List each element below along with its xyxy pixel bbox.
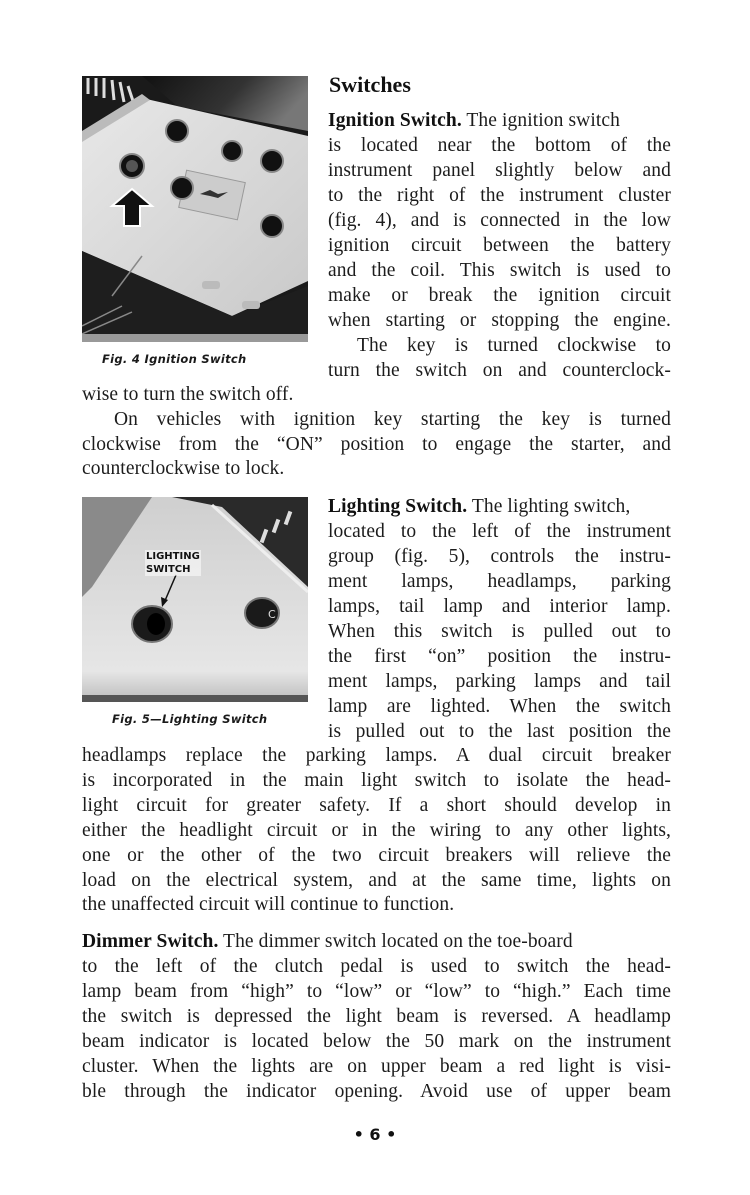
paragraph-line: ble through the indicator opening. Avoid use of upper beam [82, 1081, 671, 1102]
paragraph-line: cluster. When the lights are on upper beam a red light is visi- [82, 1056, 671, 1077]
paragraph-line: clockwise from the “ON” position to engage the starter, and [82, 434, 671, 455]
paragraph-line: turn the switch on and counterclock- [328, 360, 671, 381]
paragraph-line: lamps, tail lamp and interior lamp. [328, 596, 671, 617]
paragraph-line: group (fig. 5), controls the instru- [328, 546, 671, 567]
paragraph-line: counterclockwise to lock. [82, 458, 285, 479]
paragraph-line: to the left of the clutch pedal is used to switch the head- [82, 956, 671, 977]
paragraph-line: ignition circuit between the battery [328, 235, 671, 256]
paragraph-line: the unaffected circuit will continue to function. [82, 894, 455, 915]
paragraph-line: ment lamps, parking lamps and tail [328, 671, 671, 692]
paragraph-line: Ignition Switch. The ignition switch [328, 110, 620, 131]
paragraph-line: is pulled out to the last position the [328, 721, 671, 742]
figure-label-lighting-switch: LIGHTING SWITCH [146, 551, 200, 575]
paragraph-line: light circuit for greater safety. If a short should develop in [82, 795, 671, 816]
paragraph-line: wise to turn the switch off. [82, 384, 294, 405]
paragraph-line: the switch is depressed the light beam is reversed. A headlamp [82, 1006, 671, 1027]
paragraph-line: when starting or stopping the engine. [328, 310, 671, 331]
paragraph-line: to the right of the instrument cluster [328, 185, 671, 206]
paragraph-line: On vehicles with ignition key starting the key is turned [114, 409, 671, 430]
paragraph-line: lamp beam from “high” to “low” or “low” to “high.” Each time [82, 981, 671, 1002]
section-title: Switches [329, 72, 411, 97]
subheading-lighting-switch: Lighting Switch. [328, 496, 468, 517]
figure-ignition-switch [82, 76, 308, 342]
paragraph-line: is located near the bottom of the [328, 135, 671, 156]
page-number: • 6 • [353, 1125, 397, 1144]
subheading-ignition-switch: Ignition Switch. [328, 110, 462, 131]
paragraph-line: is incorporated in the main light switch to isolate the head- [82, 770, 671, 791]
subheading-dimmer-switch: Dimmer Switch. [82, 931, 219, 952]
paragraph-line: headlamps replace the parking lamps. A dual circuit breaker [82, 745, 671, 766]
figure-lighting-switch [82, 497, 308, 702]
paragraph-line: make or break the ignition circuit [328, 285, 671, 306]
paragraph-line: either the headlight circuit or in the wiring to any other lights, [82, 820, 671, 841]
paragraph-line: beam indicator is located below the 50 mark on the instrument [82, 1031, 671, 1052]
paragraph-line: load on the electrical system, and at the same time, lights on [82, 870, 671, 891]
figure-caption: Fig. 4 Ignition Switch [102, 352, 247, 366]
paragraph-line: (fig. 4), and is connected in the low [328, 210, 671, 231]
paragraph-line: Dimmer Switch. The dimmer switch located on the toe-board [82, 931, 573, 952]
svg-text:C: C [268, 608, 276, 621]
paragraph-line: ment lamps, headlamps, parking [328, 571, 671, 592]
paragraph-line: located to the left of the instrument [328, 521, 671, 542]
paragraph-line: the first “on” position the instru- [328, 646, 671, 667]
paragraph-line: Lighting Switch. The lighting switch, [328, 496, 631, 517]
paragraph-line: The key is turned clockwise to [357, 335, 671, 356]
figure-caption: Fig. 5—Lighting Switch [112, 712, 268, 726]
dashboard-photo-illustration [82, 76, 308, 342]
lighting-switch-photo-illustration [82, 497, 308, 702]
paragraph-line: one or the other of the two circuit breakers will relieve the [82, 845, 671, 866]
paragraph-line: and the coil. This switch is used to [328, 260, 671, 281]
paragraph-line: lamp are lighted. When the switch [328, 696, 671, 717]
paragraph-line: When this switch is pulled out to [328, 621, 671, 642]
paragraph-line: instrument panel slightly below and [328, 160, 671, 181]
